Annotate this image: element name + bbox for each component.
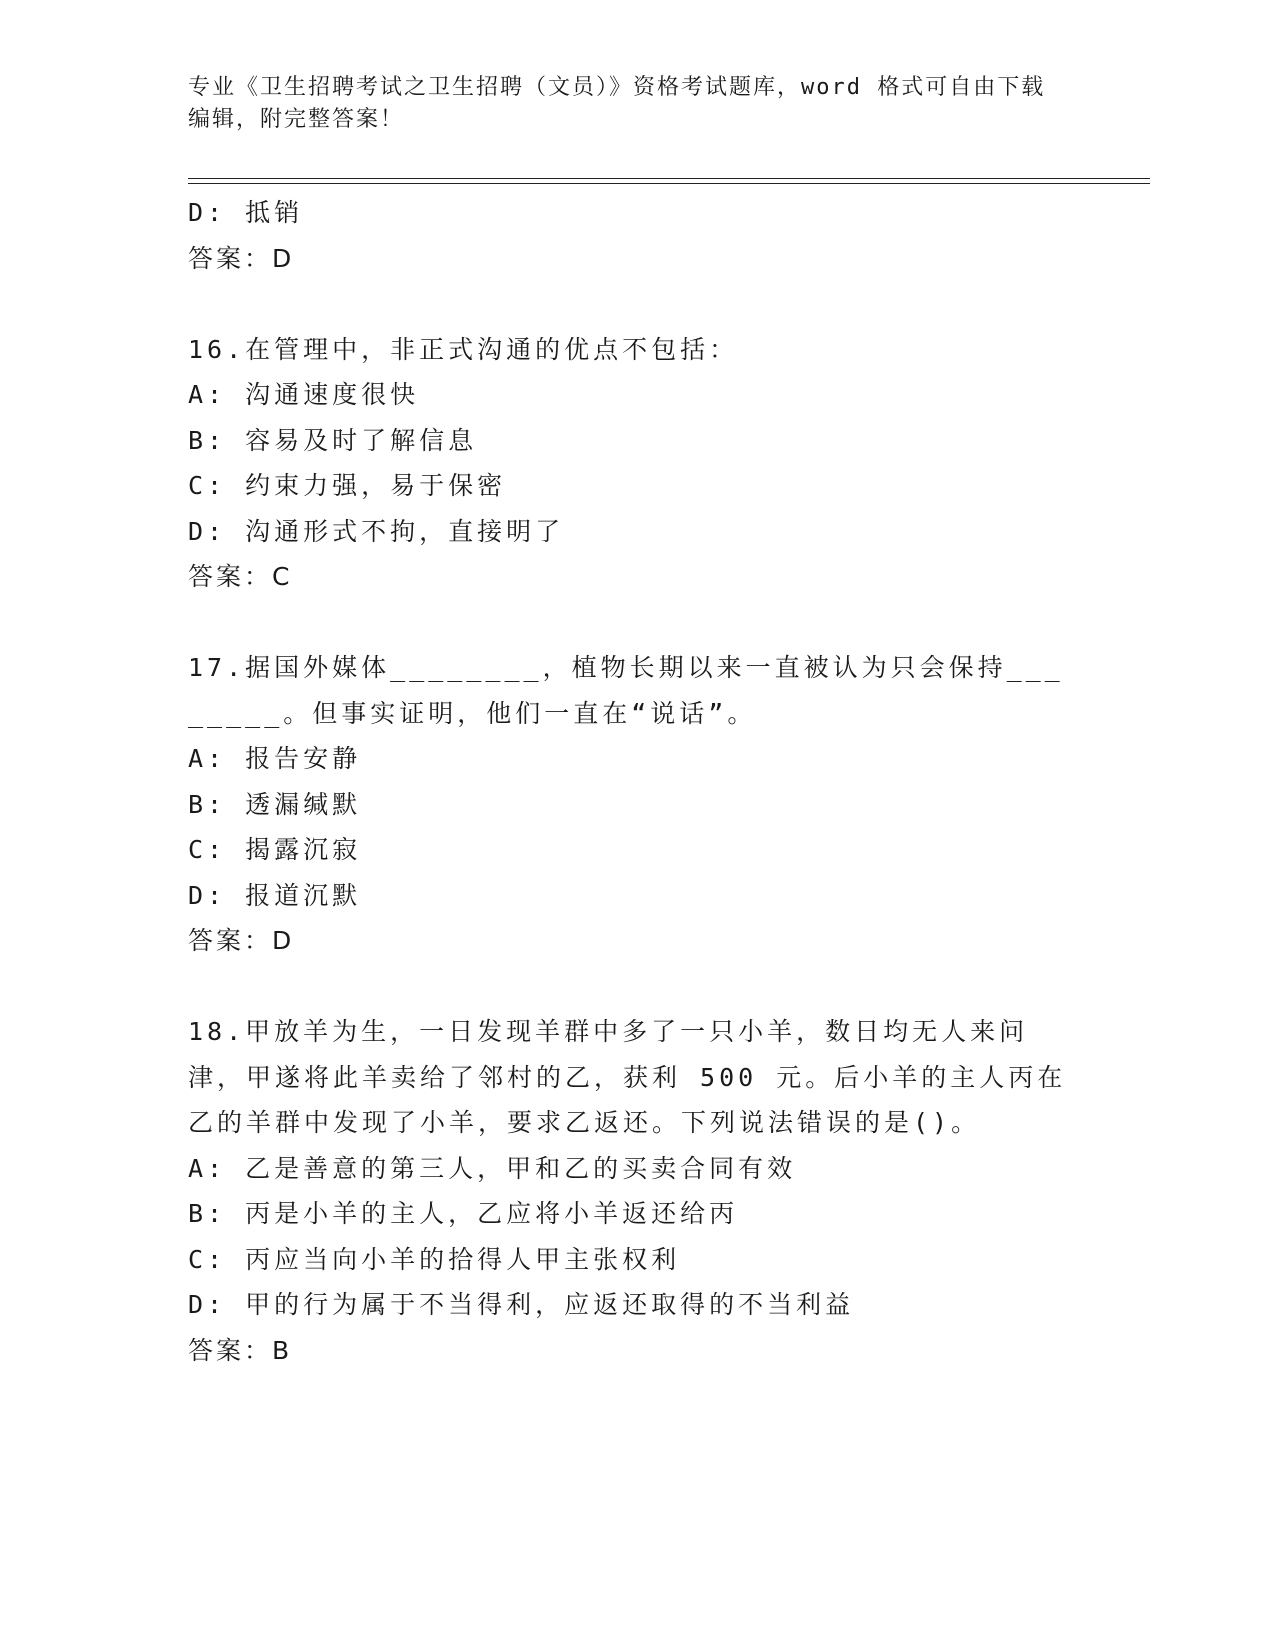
question-16 xyxy=(188,327,1088,600)
question-stem: 18.甲放羊为生，一日发现羊群中多了一只小羊，数日均无人来问津，甲遂将此羊卖给了邻村的乙，获利 500 元。后小羊的主人丙在乙的羊群中发现了小羊，要求乙返还。下列说法错误的是()。 xyxy=(188,1017,1067,1137)
option-b: B: 丙是小羊的主人，乙应将小羊返还给丙 xyxy=(188,1199,739,1228)
header-rule-bottom xyxy=(188,183,1150,184)
question-list xyxy=(188,190,1088,1373)
spacer xyxy=(188,600,1088,646)
option-d: D: 报道沉默 xyxy=(188,880,362,910)
document-header: 专业《卫生招聘考试之卫生招聘（文员）》资格考试题库，word 格式可自由下载编辑，附完整答案！ xyxy=(188,75,1046,132)
option-a: A: 乙是善意的第三人，甲和乙的买卖合同有效 xyxy=(188,1153,797,1183)
question-stem: 16.在管理中，非正式沟通的优点不包括： xyxy=(188,334,739,364)
option-b: B: 透漏缄默 xyxy=(188,789,362,819)
answer-label: 答案：B xyxy=(188,1335,293,1365)
spacer xyxy=(188,964,1088,1010)
option-b: B: 容易及时了解信息 xyxy=(188,425,478,455)
question-18 xyxy=(188,1009,1088,1373)
option-c: C: 约束力强，易于保密 xyxy=(188,471,507,500)
option-a: A: 沟通速度很快 xyxy=(188,380,420,409)
question-17 xyxy=(188,645,1088,964)
spacer xyxy=(188,281,1088,327)
option-c: C: 揭露沉寂 xyxy=(188,835,362,864)
answer-label: 答案：C xyxy=(188,562,293,591)
option-d: D: 抵销 xyxy=(188,198,304,227)
option-a: A: 报告安静 xyxy=(188,744,362,773)
option-d: D: 沟通形式不拘，直接明了 xyxy=(188,516,565,546)
question-stem: 17.据国外媒体________，植物长期以来一直被认为只会保持________。但事实证明，他们一直在“说话”。 xyxy=(188,653,1064,728)
header-rule-top xyxy=(188,178,1150,179)
option-c: C: 丙应当向小羊的拾得人甲主张权利 xyxy=(188,1244,681,1274)
answer-label: 答案：D xyxy=(188,926,295,955)
answer-label: 答案：D xyxy=(188,243,295,273)
option-d: D: 甲的行为属于不当得利，应返还取得的不当利益 xyxy=(188,1290,855,1319)
